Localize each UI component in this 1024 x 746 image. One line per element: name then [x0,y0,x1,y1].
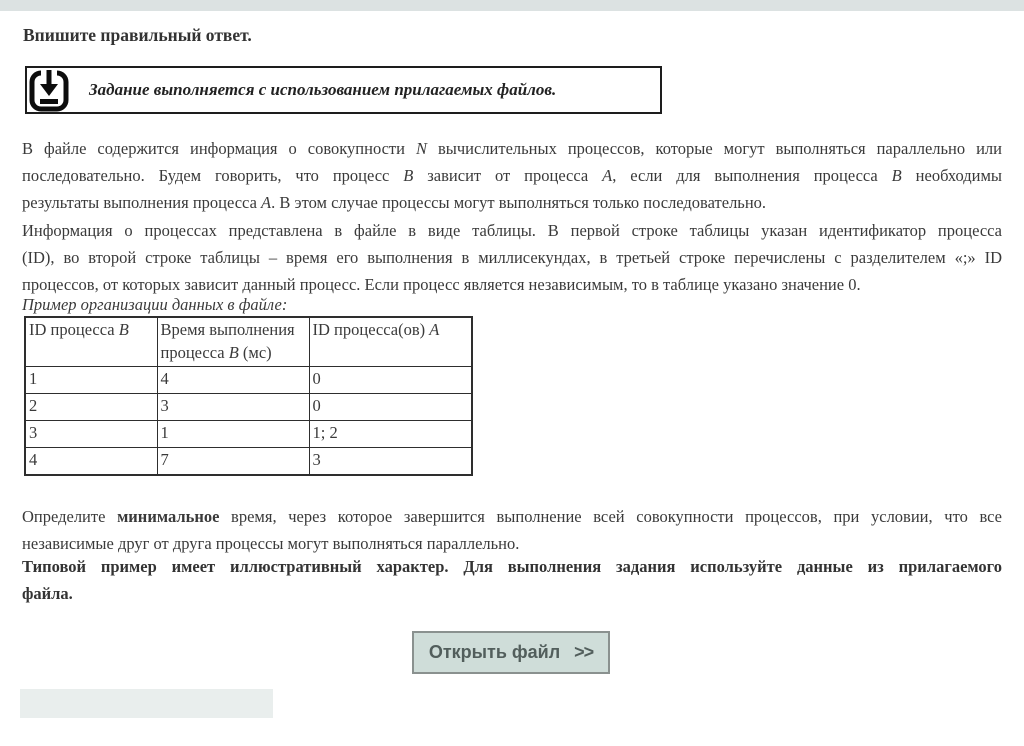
table-cell: 2 [25,394,157,421]
top-divider-bar [0,0,1024,11]
question-paragraph: Определите минимальное время, через которое завершится выполнение всей совокупности процессов, при условии, что все независимые друг от друга процессы могут выполняться параллельно. [22,507,1002,553]
table-header-id-b: ID процесса B [25,317,157,367]
page-title: Впишите правильный ответ. [23,25,252,45]
table-cell: 1 [157,421,309,448]
answer-input-area[interactable] [20,689,273,718]
table-cell: 3 [157,394,309,421]
table-row [25,448,472,476]
table-header-id-a: ID процесса(ов) A [309,317,472,367]
download-icon [29,69,69,112]
task-description-paragraph: В файле содержится информация о совокупности N вычислительных процессов, которые могут выполняться параллельно или последовательно. Будем говорить, что процесс B зависит от процесса A, если для выполнения процесса B необходимы результаты выполнения процесса A. В этом случае процессы могут выполняться только последовательно. [22,139,1002,212]
table-cell: 1 [25,367,157,394]
table-header-row [25,317,472,367]
file-format-paragraph: Информация о процессах представлена в файле в виде таблицы. В первой строке таблицы указан идентификатор процесса (ID), во второй строке таблицы – время его выполнения в миллисекундах, в третьей строке перечислены с разделителем «;» ID процессов, от которых зависит данный процесс. Если процесс является независимым, то в таблице указано значение 0. [22,221,1002,294]
open-file-label: Открыть файл [428,642,561,662]
table-cell: 7 [157,448,309,476]
table-cell: 0 [309,394,472,421]
typical-example-note: Типовой пример имеет иллюстративный характер. Для выполнения задания используйте данные из прилагаемого файла. [22,557,1002,603]
table-row [25,421,472,448]
table-row [25,394,472,421]
table-header-time: Время выполнения процесса B (мс) [157,317,309,367]
open-file-arrows: >> [574,642,594,662]
example-caption: Пример организации данных в файле: [22,295,288,314]
table-cell: 4 [157,367,309,394]
table-cell: 0 [309,367,472,394]
notice-text: Задание выполняется с использованием прилагаемых файлов. [89,80,557,99]
table-cell: 3 [309,448,472,476]
attached-files-notice [25,66,662,114]
table-cell: 1; 2 [309,421,472,448]
table-row [25,367,472,394]
table-cell: 4 [25,448,157,476]
open-file-button[interactable] [412,631,610,674]
example-data-table [24,316,473,476]
table-cell: 3 [25,421,157,448]
